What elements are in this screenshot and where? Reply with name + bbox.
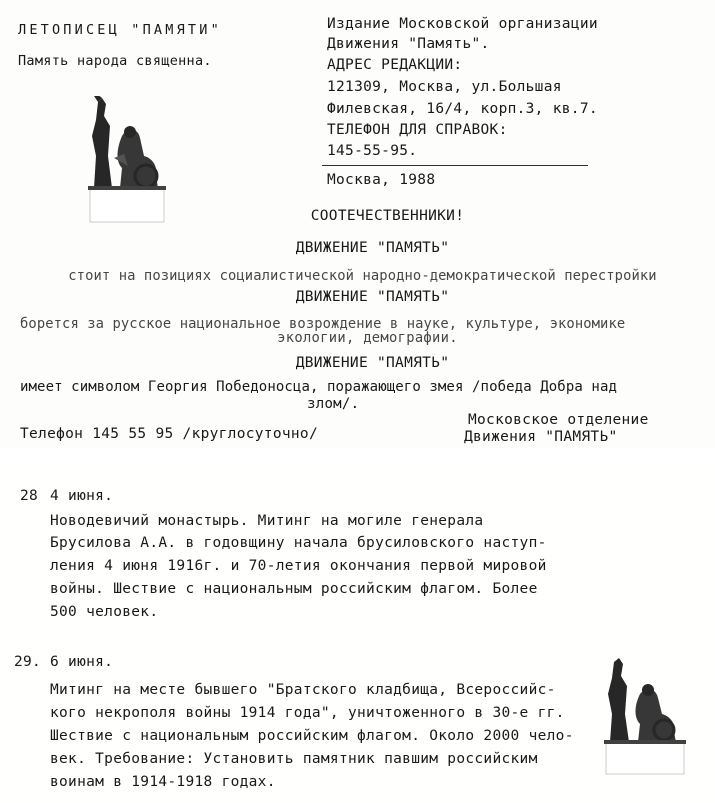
entry-line: Митинг на месте бывшего "Братского кладбища, Всероссийс-	[50, 682, 556, 698]
publisher-line-2: Движения "Память".	[327, 36, 490, 52]
statement-2-line-2: экологии, демографии.	[277, 330, 458, 346]
monument-statue-icon	[600, 658, 690, 778]
movement-name-1: ДВИЖЕНИЕ "ПАМЯТЬ"	[295, 240, 450, 256]
entry-line: воинам в 1914-1918 годах.	[50, 774, 276, 790]
entry-line: кого некрополя войны 1914 года", уничтоженного в 30-е гг.	[50, 705, 565, 721]
entry-line: ления 4 июня 1916г. и 70-летия окончания первой мировой	[50, 558, 547, 574]
entry-line: войны. Шествие с национальным российским флагом. Более	[50, 581, 538, 597]
publisher-line-1: Издание Московской организации	[327, 16, 598, 32]
movement-name-2: ДВИЖЕНИЕ "ПАМЯТЬ"	[295, 289, 450, 305]
monument-statue-icon	[84, 96, 170, 226]
divider	[322, 165, 588, 166]
statement-1: стоит на позициях социалистической народно-демократической перестройки	[68, 268, 657, 284]
entry-line: Новодевичий монастырь. Митинг на могиле генерала	[50, 513, 484, 529]
motto: Память народа священна.	[18, 53, 212, 69]
footer-org-line-1: Московское отделение	[468, 412, 649, 428]
movement-name-3: ДВИЖЕНИЕ "ПАМЯТЬ"	[295, 355, 450, 371]
entry-date: 6 июня.	[50, 654, 114, 670]
address-line-2: Филевская, 16/4, корп.3, кв.7.	[327, 101, 598, 117]
footer-org-line-2: Движения "ПАМЯТЬ"	[464, 429, 618, 445]
appeal-heading: СООТЕЧЕСТВЕННИКИ!	[310, 208, 465, 224]
entry-line: век. Требование: Установить памятник павшим российским	[50, 751, 538, 767]
entry-line: Шествие с национальным российским флагом. Около 2000 чело-	[50, 728, 574, 744]
chronicle-page-2	[0, 470, 715, 803]
statement-2-line-1: борется за русское национальное возрождение в науке, культуре, экономике	[20, 316, 626, 332]
phone-number: 145-55-95.	[327, 143, 418, 159]
statement-3-line-2: злом/.	[307, 396, 360, 412]
address-header: АДРЕС РЕДАКЦИИ:	[327, 57, 463, 73]
entry-number: 29.	[14, 654, 42, 670]
address-line-1: 121309, Москва, ул.Большая	[327, 79, 562, 95]
entry-line: Брусилова А.А. в годовщину начала брусиловского наступ-	[50, 535, 547, 551]
statement-3-line-1: имеет символом Георгия Победоносца, поражающего змея /победа Добра над	[20, 379, 618, 395]
entry-number: 28	[20, 488, 39, 504]
city-year: Москва, 1988	[327, 172, 436, 188]
masthead-title: ЛЕТОПИСЕЦ "ПАМЯТИ"	[18, 22, 222, 38]
footer-phone: Телефон 145 55 95 /круглосуточно/	[20, 426, 318, 442]
entry-date: 4 июня.	[50, 488, 114, 504]
phone-header: ТЕЛЕФОН ДЛЯ СПРАВОК:	[327, 122, 508, 138]
entry-line: 500 человек.	[50, 604, 159, 620]
